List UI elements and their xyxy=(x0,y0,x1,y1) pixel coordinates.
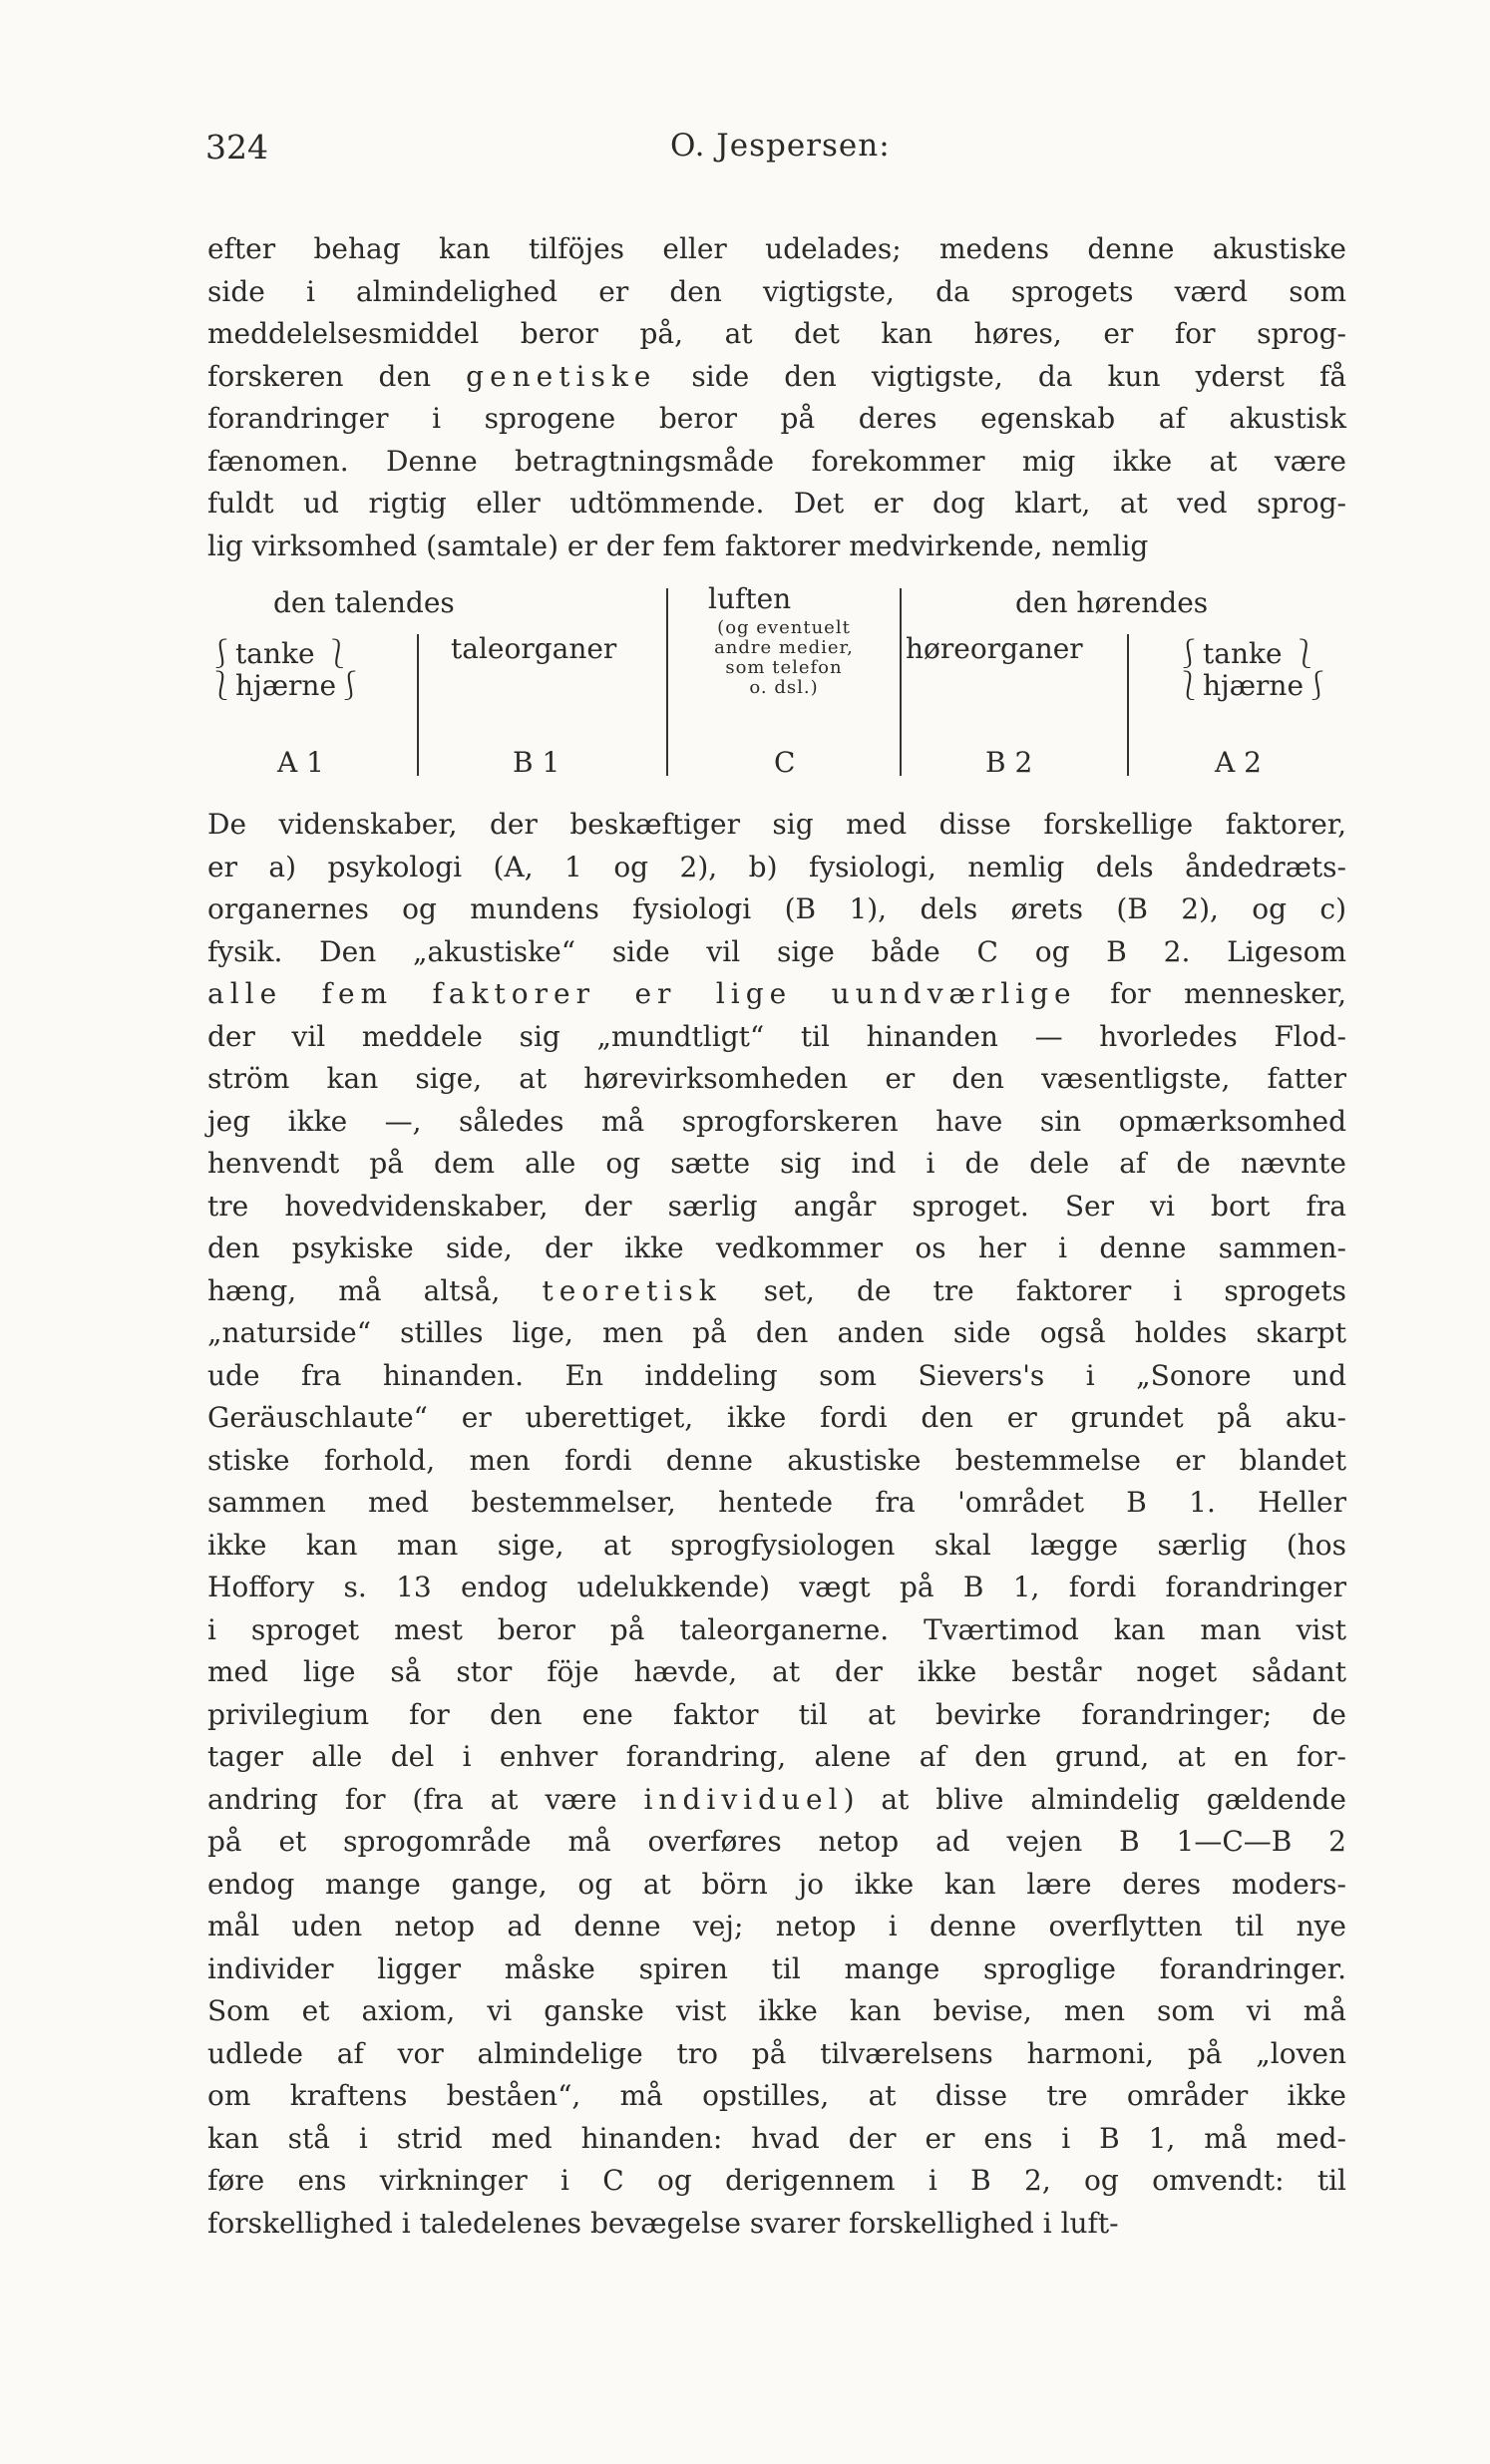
speaker-brain: ⎱hjærne⎰ xyxy=(207,669,365,702)
text-line: kan stå i strid med hinanden: hvad der er ens i B 1, må med- xyxy=(207,2121,1346,2155)
running-head: O. Jespersen: xyxy=(670,128,891,164)
speech-organs-label: taleorganer xyxy=(451,632,617,665)
text-line: Hoffory s. 13 endog udelukkende) vægt på B 1, fordi forandringer xyxy=(207,1571,1346,1603)
text-segment: hæng, må altså, xyxy=(207,1273,543,1307)
text-line: fysik. Den „akustiske“ side vil sige både C og B 2. Ligesom xyxy=(207,934,1346,968)
text-line: Geräuschlaute“ er uberettiget, ikke fordi den er grundet på aku- xyxy=(207,1401,1346,1434)
text-line: efter behag kan tilföjes eller udelades; medens denne akustiske xyxy=(207,232,1346,265)
text-line: lig virksomhed (samtale) er der fem faktorer medvirkende, nemlig xyxy=(207,528,1149,562)
text-line: i sproget mest beror på taleorganerne. Tværtimod kan man vist xyxy=(207,1612,1346,1646)
page-header xyxy=(205,128,1342,177)
spaced-emphasis: individuel xyxy=(643,1782,844,1816)
text-line: Som et axiom, vi ganske vist ikke kan bevise, men som vi må xyxy=(207,1994,1346,2027)
text-line: tre hovedvidenskaber, der særlig angår sproget. Ser vi bort fra xyxy=(207,1189,1346,1223)
text-line: forandringer i sprogene beror på deres egenskab af akustisk xyxy=(207,402,1346,435)
listener-thought: ⎰tanke ⎱ xyxy=(1175,637,1319,670)
text-line: på et sprogområde må overføres netop ad vejen B 1—C—B 2 xyxy=(207,1825,1346,1858)
page-number: 324 xyxy=(205,128,268,167)
spaced-emphasis: genetiske xyxy=(466,359,657,393)
speech-factors-diagram xyxy=(207,578,1346,788)
listener-brain: ⎱hjærne⎰ xyxy=(1175,669,1332,702)
text-line: organernes og mundens fysiologi (B 1), dels ørets (B 2), og c) xyxy=(207,892,1346,925)
text-line: sammen med bestemmelser, hentede fra 'området B 1. Heller xyxy=(207,1486,1346,1519)
text-line: fænomen. Denne betragtningsmåde forekommer mig ikke at være xyxy=(207,444,1346,478)
text-line: individer ligger måske spiren til mange sproglige forandringer. xyxy=(207,1951,1346,1985)
text-line: ikke kan man sige, at sprogfysiologen skal lægge særlig (hos xyxy=(207,1528,1346,1562)
text-line: om kraftens beståen“, må opstilles, at disse tre områder ikke xyxy=(207,2079,1346,2112)
air-note-line: som telefon xyxy=(725,657,843,678)
text-line: De videnskaber, der beskæftiger sig med disse forskellige faktorer, xyxy=(207,808,1346,841)
text-line: der vil meddele sig „mundtligt“ til hinanden — hvorledes Flod- xyxy=(207,1019,1346,1053)
spaced-emphasis: alle fem faktorer er lige uundværlige xyxy=(207,977,1077,1010)
air-label: luften xyxy=(708,582,792,615)
code-a2: A 2 xyxy=(1215,746,1262,779)
text-line: med lige så stor föje hævde, at der ikke består noget sådant xyxy=(207,1655,1346,1688)
text-line: tager alle del i enhver forandring, alene af den grund, at en for- xyxy=(207,1740,1346,1773)
text-line: udlede af vor almindelige tro på tilværelsens harmoni, på „loven xyxy=(207,2036,1346,2070)
text-line xyxy=(207,356,1346,399)
text-line xyxy=(207,973,1346,1016)
speaker-thought: ⎰tanke ⎱ xyxy=(207,637,352,670)
divider-line xyxy=(900,588,902,776)
text-segment: side den vigtigste, da kun yderst få xyxy=(656,359,1347,393)
text-line: „naturside“ stilles lige, men på den anden side også holdes skarpt xyxy=(207,1316,1346,1349)
text-line: side i almindelighed er den vigtigste, da sprogets værd som xyxy=(207,274,1346,308)
text-segment: andring for (fra at være xyxy=(207,1782,644,1816)
text-line: den psykiske side, der ikke vedkommer os her i denne sammen- xyxy=(207,1232,1346,1264)
text-line: forskellighed i taledelenes bevægelse svarer forskellighed i luft- xyxy=(207,2206,1119,2240)
air-note-line: (og eventuelt xyxy=(717,617,851,638)
text-line: ström kan sige, at hørevirksomheden er den væsentligste, fatter xyxy=(207,1062,1346,1095)
code-a1: A 1 xyxy=(277,746,324,779)
text-line: ude fra hinanden. En inddeling som Sievers's i „Sonore und xyxy=(207,1358,1346,1392)
text-line: mål uden netop ad denne vej; netop i denne overflytten til nye xyxy=(207,1910,1346,1942)
speaker-label: den talendes xyxy=(273,586,455,619)
code-b1: B 1 xyxy=(513,746,560,779)
text-segment: set, de tre faktorer i sprogets xyxy=(721,1273,1346,1307)
text-line: fuldt ud rigtig eller udtömmende. Det er dog klart, at ved sprog- xyxy=(207,487,1346,520)
text-line: er a) psykologi (A, 1 og 2), b) fysiologi, nemlig dels åndedræts- xyxy=(207,850,1346,883)
text-line: meddelelsesmiddel beror på, at det kan høres, er for sprog- xyxy=(207,317,1346,350)
text-line: endog mange gange, og at börn jo ikke kan lære deres moders- xyxy=(207,1867,1346,1901)
text-line xyxy=(207,1270,1346,1313)
hearing-organs-label: høreorganer xyxy=(906,632,1083,665)
text-segment: forskeren den xyxy=(207,359,467,393)
text-line: stiske forhold, men fordi denne akustiske bestemmelse er blandet xyxy=(207,1443,1346,1477)
text-line: henvendt på dem alle og sætte sig ind i de dele af de nævnte xyxy=(207,1147,1346,1180)
text-segment: for mennesker, xyxy=(1076,977,1346,1010)
paragraph-1 xyxy=(207,228,1346,567)
air-note-line: andre medier, xyxy=(714,637,854,658)
paragraph-2 xyxy=(207,804,1346,2245)
text-segment: ) at blive almindelig gældende xyxy=(843,1782,1346,1816)
divider-line xyxy=(1127,634,1129,776)
code-b2: B 2 xyxy=(985,746,1033,779)
air-note xyxy=(670,618,898,698)
text-line: privilegium for den ene faktor til at bevirke forandringer; de xyxy=(207,1697,1346,1731)
spaced-emphasis: teoretisk xyxy=(542,1273,722,1307)
air-note-line: o. dsl.) xyxy=(749,677,819,698)
divider-line xyxy=(666,588,668,776)
listener-label: den hørendes xyxy=(1015,586,1209,619)
text-line: føre ens virkninger i C og derigennem i B 2, og omvendt: til xyxy=(207,2164,1346,2197)
text-line: jeg ikke —, således må sprogforskeren have sin opmærksomhed xyxy=(207,1104,1346,1138)
divider-line xyxy=(417,634,419,776)
code-c: C xyxy=(774,746,796,779)
text-line xyxy=(207,1779,1346,1822)
